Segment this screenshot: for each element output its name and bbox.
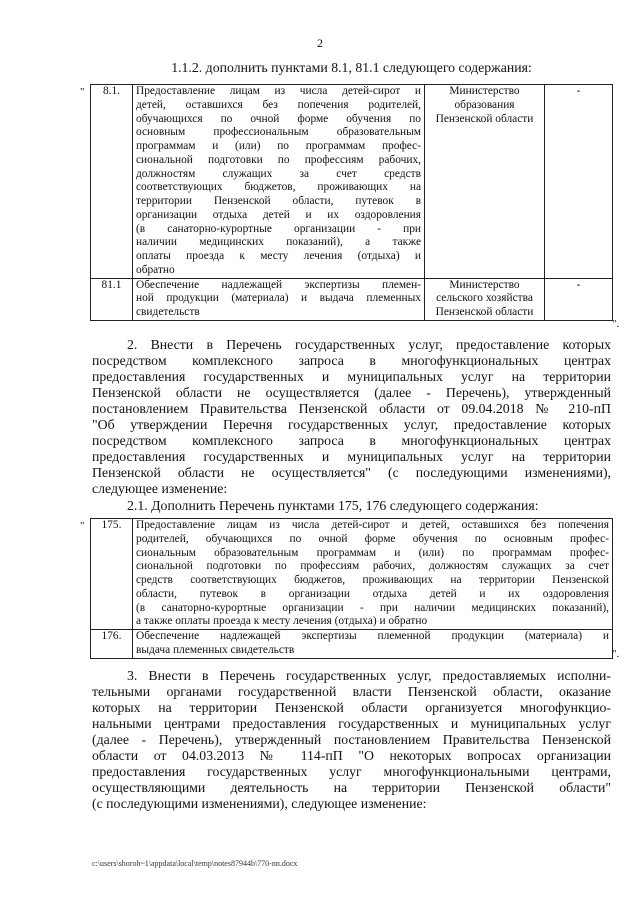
table-2-row-176: [91, 630, 613, 659]
table-1-row-ministry: Министерство сельского хозяйства Пензенской области: [425, 278, 545, 320]
table-1: [90, 84, 613, 321]
close-quote-table-1: ".: [612, 318, 620, 330]
open-quote-table-2: ": [80, 520, 85, 532]
table-2-row-description: Предоставление лицам из числа детей-сирот и детей, оставшихся без попечения родителей, обучающихся по очной форме обучения по основным профес- сиональным образовательным программам и (или) по программам профес- сиональной подготовки по профессиям рабочих, должностям служащих за счет средств соответствующих бюджетов, проживающих на территории Пензенской области, путевок в организации отдыха детей и их оздоровления (в санаторно-курортные организации - при наличии медицинских показаний), а также оплаты проезда к месту лечения (отдыха) и обратно: [133, 519, 613, 630]
table-1-row-num: 8.1.: [91, 85, 133, 279]
heading-2-1: 2.1. Дополнить Перечень пунктами 175, 176 следующего содержания:: [127, 498, 539, 513]
table-1-row-dash: -: [545, 85, 613, 279]
table-2-row-num: 176.: [91, 630, 133, 659]
footer-file-path: c:\users\shoroh~1\appdata\local\temp\notes87944b\770-nn.docx: [92, 859, 298, 868]
table-2-row-175: [91, 519, 613, 630]
table-2-row-num: 175.: [91, 519, 133, 630]
page-number: 2: [317, 36, 323, 50]
table-1-row-8-1: [91, 85, 613, 279]
open-quote-table-1: ": [80, 86, 85, 98]
heading-1-1-2: 1.1.2. дополнить пунктами 8.1, 81.1 следующего содержания:: [171, 60, 532, 75]
table-1-row-ministry: Министерство образования Пензенской области: [425, 85, 545, 279]
table-2: [90, 518, 613, 659]
table-1-row-81-1: [91, 278, 613, 320]
close-quote-table-2: ".: [612, 648, 620, 660]
table-1-row-num: 81.1: [91, 278, 133, 320]
table-1-row-description: Обеспечение надлежащей экспертизы племен- ной продукции (материала) и выдача племенных свидетельств: [133, 278, 425, 320]
table-2-row-description: Обеспечение надлежащей экспертизы племенной продукции (материала) и выдача племенных свидетельств: [133, 630, 613, 659]
table-1-row-description: Предоставление лицам из числа детей-сирот и детей, оставшихся без попечения родителей, обучающихся по очной форме обучения по основным профессиональным образовательным программам и (или) по программам профес- сиональной подготовки по профессиям рабочих, должностям служащих за счет средств соответствующих бюджетов, проживающих на территории Пензенской области, путевок в организации отдыха детей и их оздоровления (в санаторно-курортные организации - при наличии медицинских показаний), а также оплаты проезда к месту лечения (отдыха) и обратно: [133, 85, 425, 279]
table-1-row-dash: -: [545, 278, 613, 320]
